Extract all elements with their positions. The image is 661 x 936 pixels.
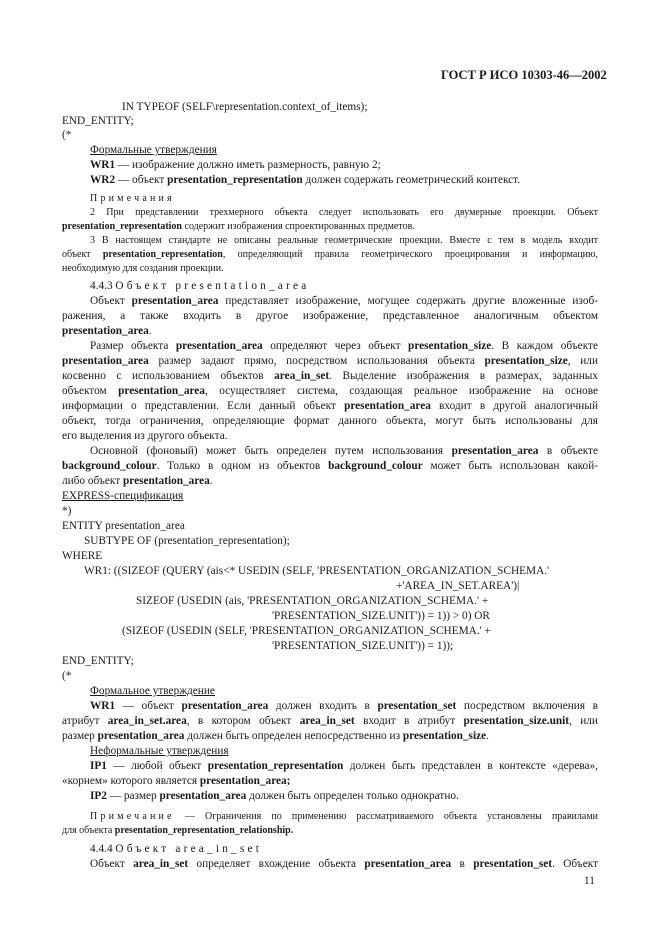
note-line: 3 В настоящем стандарте не описаны реальные геометрические проекции. Вместе с тем в модель входит — [90, 235, 598, 246]
code-line: END_ENTITY; — [62, 655, 134, 667]
code-line: ENTITY presentation_area — [62, 520, 185, 532]
rule-line: IP2 — размер presentation_area должен быть определен только однократно. — [90, 790, 459, 802]
code-line: WHERE — [62, 550, 103, 562]
body-line: либо объект presentation_area. — [62, 475, 213, 487]
code-line: (* — [62, 670, 72, 682]
section-heading: Формальное утверждение — [90, 685, 215, 697]
code-line: SIZEOF (USEDIN (ais, 'PRESENTATION_ORGANIZATION_SCHEMA.' + — [136, 595, 489, 607]
rule-line: IP1 — любой объект presentation_representation должен быть представлен в контексте «дерева», — [90, 760, 599, 772]
note-line: 2 При представлении трехмерного объекта следует использовать его двумерные проекции. Объект — [90, 207, 598, 218]
code-line: +'AREA_IN_SET.AREA')| — [396, 580, 520, 592]
rule-line: «корнем» которого является presentation_area; — [62, 775, 291, 787]
code-line: IN TYPEOF (SELF\representation.context_of_items); — [122, 101, 368, 113]
body-line: Размер объекта presentation_area определяют через объект presentation_size. В каждом объекте — [90, 340, 598, 352]
note-line: presentation_representation содержит изображения спроектированных предметов. — [62, 221, 415, 232]
body-line: Основной (фоновый) может быть определен путем использования presentation_area в объекте — [90, 445, 598, 457]
rule-line: WR2 — объект presentation_representation должен содержать геометрический контекст. — [90, 174, 521, 186]
code-line: (SIZEOF (USEDIN (SELF, 'PRESENTATION_ORGANIZATION_SCHEMA.' + — [122, 625, 491, 637]
rule-line: атрибут area_in_set.area, в котором объект area_in_set входит в атрибут presentation_size.unit, или — [62, 715, 598, 727]
code-line: 'PRESENTATION_SIZE.UNIT')) = 1)) > 0) OR — [272, 610, 490, 622]
rule-line: WR1 — изображение должно иметь размерность, равную 2; — [90, 159, 381, 171]
subsection-heading: 4.4.3 Объект presentation_area — [90, 280, 310, 292]
note-line: для объекта presentation_representation_relationship. — [62, 825, 294, 836]
body-line: presentation_area размер задают прямо, посредством использования объекта presentation_size, или — [62, 355, 598, 367]
section-heading: EXPRESS-спецификация — [62, 490, 184, 502]
subsection-heading: 4.4.4 Объект area_in_set — [90, 843, 263, 855]
code-line: SUBTYPE OF (presentation_representation); — [84, 535, 290, 547]
section-heading: Формальные утверждения — [90, 144, 217, 156]
body-line: объект, тогда ограничения, определяющие формат данного объекта, могут быть использованы для — [62, 415, 598, 427]
body-line: объектом presentation_area, осуществляет система, создающая реальное изображение на основе — [62, 385, 598, 397]
code-line: 'PRESENTATION_SIZE.UNIT')) = 1)); — [272, 640, 454, 652]
note-heading: Примечания — [90, 193, 175, 204]
body-line: его выделения из другого объекта. — [62, 430, 228, 442]
code-line: END_ENTITY; — [62, 115, 134, 127]
note-line: объект presentation_representation, определяющий правила геометрического проецирования и информацию, — [62, 249, 599, 260]
rule-line: WR1 — объект presentation_area должен входить в presentation_set посредством включения в — [90, 700, 598, 712]
code-line: WR1: ((SIZEOF (QUERY (ais<* USEDIN (SELF, 'PRESENTATION_ORGANIZATION_SCHEMA.' — [84, 565, 550, 577]
body-line: информации о представлении. Если данный объект presentation_area входит в другой аналогичный — [62, 400, 598, 412]
code-line: *) — [62, 505, 72, 517]
body-line: косвенно с использованием объектов area_in_set. Выделение изображения в размерах, заданных — [62, 370, 599, 382]
document-code-header: ГОСТ Р ИСО 10303-46—2002 — [441, 68, 607, 82]
body-line: presentation_area. — [62, 325, 152, 337]
body-line: ражения, а также входить в другое изображение, представленное аналогичным объектом — [62, 310, 598, 322]
body-line: background_colour. Только в одном из объектов background_colour может быть использован какой- — [62, 460, 599, 472]
rule-line: размер presentation_area должен быть определен непосредственно из presentation_size. — [62, 730, 489, 742]
page-number: 11 — [584, 875, 595, 887]
code-line: (* — [62, 129, 72, 141]
note-line: необходимую для создания проекции. — [62, 263, 224, 274]
body-line: Объект presentation_area представляет изображение, могущее содержать другие вложенные изоб- — [90, 295, 598, 307]
note-line: Примечание — Ограничения по применению рассматриваемого объекта установлены правилами — [90, 811, 598, 822]
body-line: Объект area_in_set определяет вхождение объекта presentation_area в presentation_set. Объект — [90, 858, 599, 870]
section-heading: Неформальные утверждения — [90, 745, 229, 757]
